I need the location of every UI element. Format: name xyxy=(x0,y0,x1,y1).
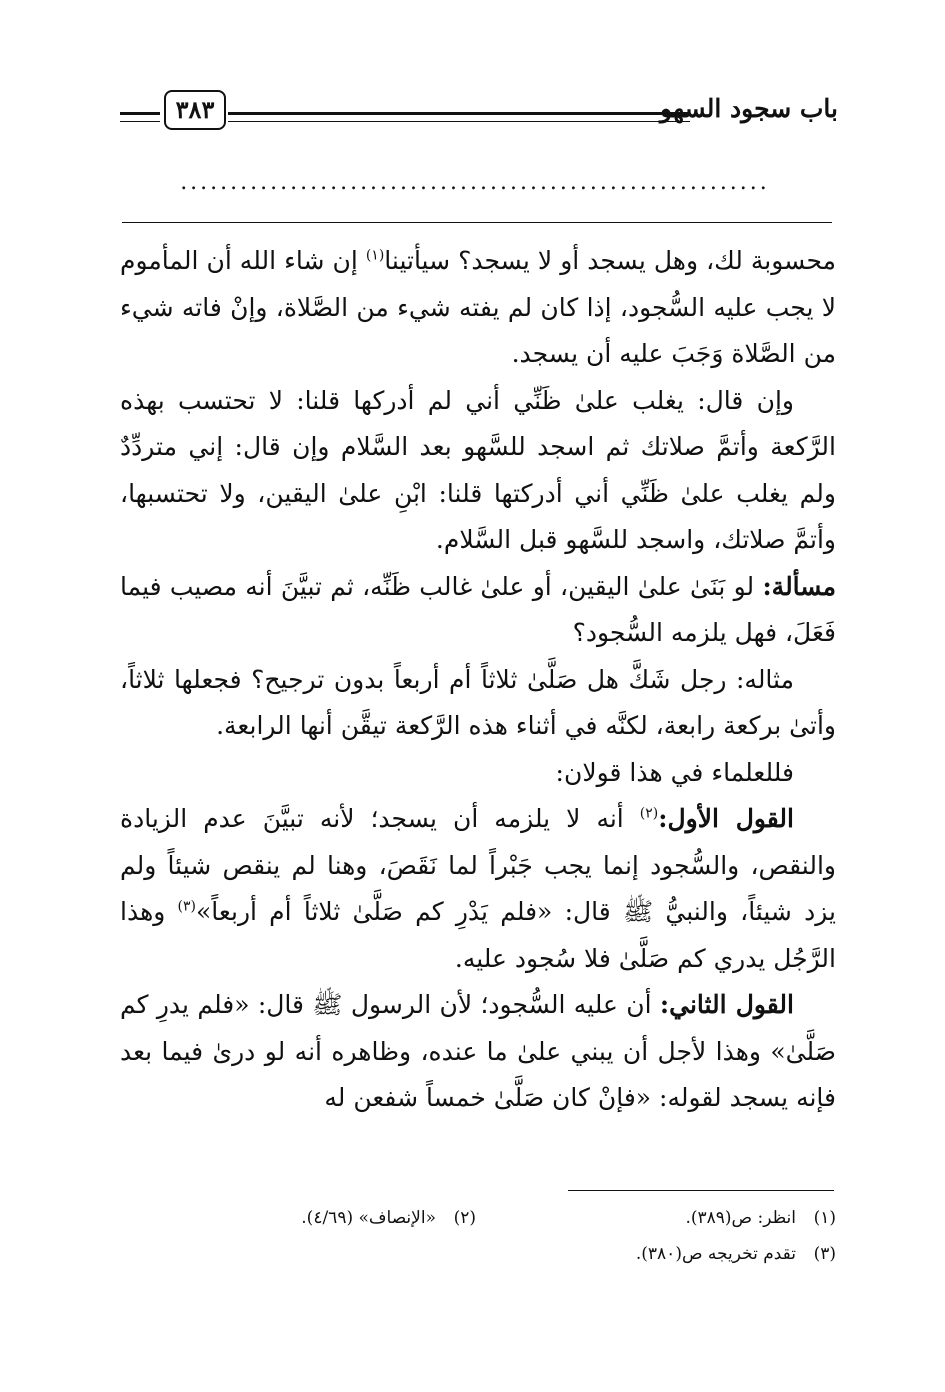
page-number: ٣٨٣ xyxy=(164,90,226,130)
paragraph-4 xyxy=(120,657,836,750)
paragraph-text: محسوبة لك، وهل يسجد أو لا يسجد؟ سيأتينا xyxy=(384,246,836,275)
footnote-ref[interactable]: (٢) xyxy=(639,805,659,822)
footnote-number: (١) xyxy=(813,1208,836,1228)
footnote-2 xyxy=(301,1200,476,1236)
chapter-title: باب سجود السهو xyxy=(660,94,838,123)
first-opinion-label: القول الأول: xyxy=(658,804,794,833)
footnote-ref[interactable]: (١) xyxy=(365,247,385,264)
main-text xyxy=(120,238,836,1122)
paragraph-text: مثاله: رجل شَكَّ هل صَلَّىٰ ثلاثاً أم أربعاً بدون ترجيح؟ فجعلها ثلاثاً، وأتىٰ بركعة رابعة، لكنَّه في أثناء هذه الرَّكعة تيقَّن أنها الرابعة. xyxy=(120,664,836,740)
footnotes xyxy=(120,1200,836,1272)
second-opinion-label: القول الثاني: xyxy=(659,990,794,1019)
footnote-ref[interactable]: (٣) xyxy=(177,898,197,915)
paragraph-7 xyxy=(120,982,836,1122)
footnote-text: «الإنصاف» (٤/٦٩). xyxy=(301,1208,436,1228)
footnote-number: (٣) xyxy=(813,1244,836,1264)
footnote-row xyxy=(120,1200,836,1236)
paragraph-6 xyxy=(120,796,836,982)
header-rule xyxy=(228,112,690,122)
paragraph-text: وهذا الرَّجُل يدري كم صَلَّىٰ فلا سُجود عليه. xyxy=(120,897,836,973)
divider-line xyxy=(122,222,832,223)
footnote-row xyxy=(120,1236,836,1272)
paragraph-3 xyxy=(120,564,836,657)
paragraph-text: إن شاء الله أن المأموم لا يجب عليه السُّجود، إذا كان لم يفته شيء من الصَّلاة، وإنْ فاته شيء من الصَّلاة وَجَبَ عليه أن يسجد. xyxy=(120,246,836,368)
paragraph-5 xyxy=(120,750,836,797)
running-header xyxy=(120,90,838,140)
footnote-number: (٢) xyxy=(453,1208,476,1228)
continuation-dots: ........................................................... xyxy=(180,170,770,195)
paragraph-1 xyxy=(120,238,836,378)
header-rule-left xyxy=(120,112,160,122)
footnote-3 xyxy=(636,1236,836,1272)
paragraph-text: أنه لا يلزمه أن يسجد؛ لأنه تبيَّنَ عدم الزيادة والنقص، والسُّجود إنما يجب جَبْراً لما نَقَصَ، وهنا لم ينقص شيئاً ولم يزد شيئاً، والنبيُّ ﷺ قال: «فلم يَدْرِ كم صَلَّىٰ ثلاثاً أم أربعاً» xyxy=(120,804,836,926)
paragraph-text: فللعلماء في هذا قولان: xyxy=(555,757,794,787)
footnote-text: انظر: ص(٣٨٩). xyxy=(685,1208,796,1228)
footnote-divider xyxy=(568,1190,834,1191)
paragraph-text: أن عليه السُّجود؛ لأن الرسول ﷺ قال: «فلم يدرِ كم صَلَّىٰ» وهذا لأجل أن يبني علىٰ ما عنده، وظاهره أنه لو درىٰ فيما بعد فإنه يسجد لقوله: «فإنْ كان صَلَّىٰ خمساً شفعن له xyxy=(120,990,836,1112)
footnote-text: تقدم تخريجه ص(٣٨٠). xyxy=(635,1244,796,1264)
paragraph-text: وإن قال: يغلب علىٰ ظَنِّي أني لم أدركها قلنا: لا تحتسب بهذه الرَّكعة وأتمَّ صلاتك ثم اسجد للسَّهو بعد السَّلام وإن قال: إني متردِّدٌ ولم يغلب علىٰ ظَنِّي أني أدركتها قلنا: ابْنِ علىٰ اليقين، ولا تحتسبها، وأتمَّ صلاتك، واسجد للسَّهو قبل السَّلام. xyxy=(120,385,836,554)
issue-label: مسألة: xyxy=(762,571,836,601)
paragraph-text: لو بَنَىٰ علىٰ اليقين، أو علىٰ غالب ظَنِّه، ثم تبيَّنَ أنه مصيب فيما فَعَلَ، فهل يلزمه السُّجود؟ xyxy=(120,571,836,647)
footnote-1 xyxy=(685,1200,836,1236)
paragraph-2 xyxy=(120,378,836,564)
